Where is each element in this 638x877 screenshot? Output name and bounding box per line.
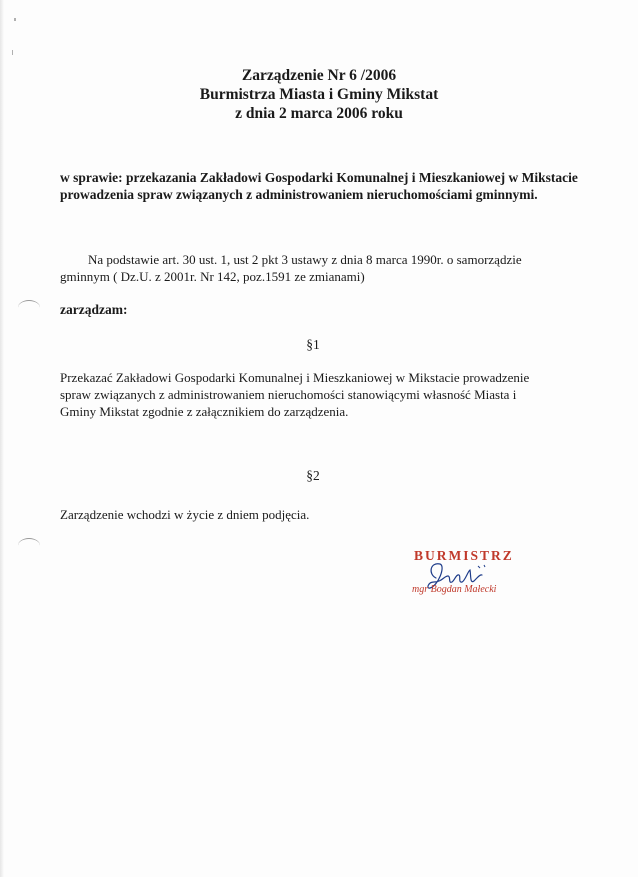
section-2-heading <box>0 468 638 484</box>
punch-hole-mark <box>18 300 40 315</box>
issue-date: z dnia 2 marca 2006 roku <box>235 105 403 122</box>
mayor-stamp <box>400 548 540 608</box>
legal-basis-paragraph: Na podstawie art. 30 ust. 1, ust 2 pkt 3 ustawy z dnia 8 marca 1990r. o samorządzie gminnym ( Dz.U. z 2001r. Nr 142, poz.1591 ze zmianami) <box>60 252 522 284</box>
document-header <box>0 66 638 123</box>
stamp-title: BURMISTRZ <box>414 548 514 563</box>
subject-paragraph: w sprawie: przekazania Zakładowi Gospodarki Komunalnej i Mieszkaniowej w Mikstacie prowadzenia spraw związanych z administrowaniem nieruchomościami gminnymi. <box>60 170 578 202</box>
section-1-heading <box>0 337 638 353</box>
section-1-text: Przekazać Zakładowi Gospodarki Komunalnej i Mieszkaniowej w Mikstacie prowadzenie spraw związanych z administrowaniem nieruchomości stanowiącymi własność Miasta i Gminy Mikstat zgodnie z załącznikiem do zarządzenia. <box>60 370 530 419</box>
section-symbol: §1 <box>306 337 320 352</box>
punch-hole-mark <box>18 538 40 553</box>
scan-speck <box>14 18 16 21</box>
section-2-text: Zarządzenie wchodzi w życie z dniem podjęcia. <box>60 507 310 522</box>
section-symbol: §2 <box>306 468 320 483</box>
ordinance-number: Zarządzenie Nr 6 /2006 <box>241 67 397 84</box>
scan-speck <box>12 50 13 55</box>
stamp-name: mgr Bogdan Małecki <box>412 584 497 595</box>
orders-label: zarządzam: <box>60 302 128 317</box>
issuer: Burmistrza Miasta i Gminy Mikstat <box>199 86 439 103</box>
scan-edge <box>0 0 4 877</box>
